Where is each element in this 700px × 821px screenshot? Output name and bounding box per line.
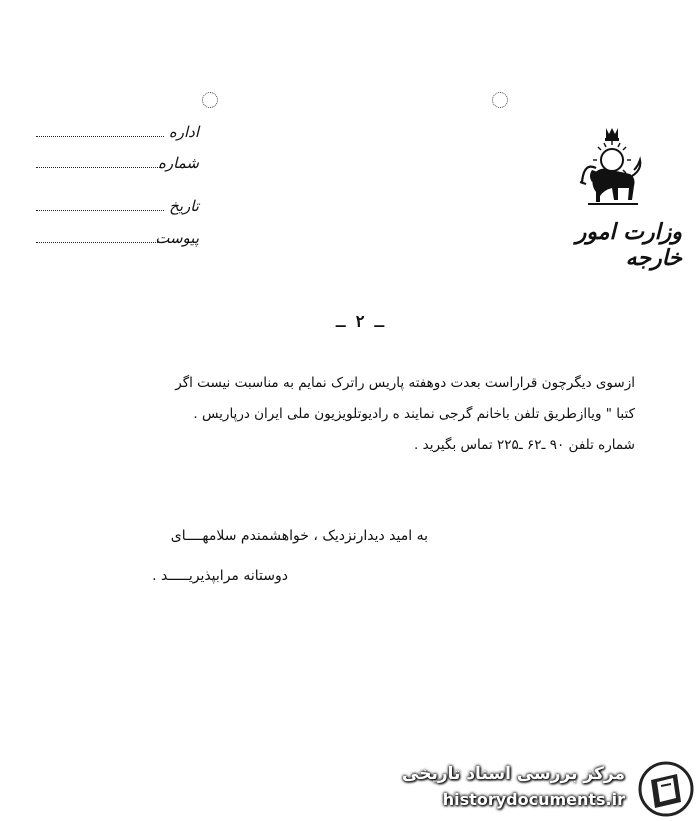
watermark-url[interactable]: historydocuments.ir	[442, 790, 625, 809]
dotted-line	[36, 136, 164, 137]
date-field	[36, 195, 201, 215]
page-number: ـ ۲ ـ	[335, 312, 385, 331]
watermark-title: مرکز بررسی اسناد تاریخی	[402, 764, 625, 784]
attachment-label: پیوست	[155, 229, 199, 247]
punch-hole-right	[492, 92, 508, 108]
attachment-field	[36, 227, 201, 247]
ministry-name: وزارت امور خارجه	[575, 219, 682, 271]
closing-line-1: به امید دیدارنزدیک ، خواهشمندم سلامهــــای	[170, 528, 428, 544]
dotted-line	[36, 167, 164, 168]
office-field	[36, 121, 201, 141]
dotted-line	[36, 242, 164, 243]
archive-watermark	[402, 760, 695, 816]
dotted-line	[36, 210, 164, 211]
body-line-2: کتبا " ویاازطریق تلفن باخانم گرجی نمایند ه رادیوتلویزیون ملی ایران درپاریس .	[193, 406, 635, 422]
office-label: اداره	[168, 123, 199, 141]
punch-hole-left	[202, 92, 218, 108]
body-line-1: ازسوی دیگرچون قراراست بعدت دوهفته پاریس راترک نمایم به مناسبت نیست اگر	[175, 375, 635, 391]
body-line-3: شماره تلفن ۹۰ ـ۶۲ ـ۲۲۵ تماس بگیرید .	[414, 437, 635, 453]
number-label: شماره	[158, 154, 199, 172]
lion-and-sun-emblem-icon	[574, 126, 646, 208]
closing-line-2: دوستانه مرابپذیریـــــد .	[152, 568, 288, 584]
number-field	[36, 152, 201, 172]
archive-logo-icon	[637, 760, 695, 818]
date-label: تاریخ	[169, 197, 199, 215]
